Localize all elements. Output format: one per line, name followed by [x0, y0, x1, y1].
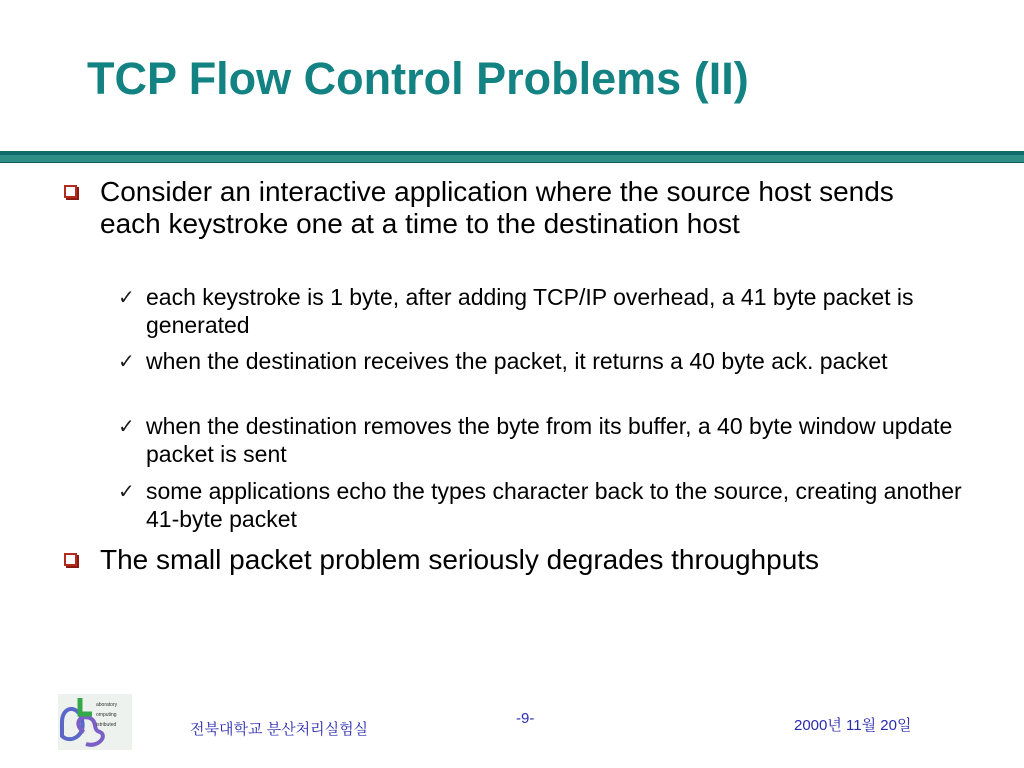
- bullet-1: [100, 176, 960, 240]
- sub-bullet-text: some applications echo the types character back to the source, creating another 41-byte packet: [146, 478, 962, 532]
- footer-page-number: -9-: [516, 710, 535, 727]
- square-bullet-icon: [64, 185, 77, 198]
- sub-bullet-4: [118, 477, 966, 533]
- sub-bullet-3: [118, 412, 966, 468]
- square-bullet-icon: [64, 553, 77, 566]
- checkmark-icon: ✓: [118, 349, 135, 373]
- footer-organization: 전북대학교 분산처리실험실: [190, 721, 369, 738]
- logo-line-2: omputing: [96, 712, 117, 718]
- sub-bullet-text: when the destination removes the byte from its buffer, a 40 byte window update packet is sent: [146, 413, 953, 467]
- checkmark-icon: ✓: [118, 414, 135, 438]
- logo-line-3: istributed: [96, 722, 117, 728]
- sub-bullet-1: [118, 283, 966, 339]
- lab-logo: [56, 692, 134, 752]
- sub-bullet-2: [118, 347, 966, 375]
- sub-bullet-text: when the destination receives the packet, it returns a 40 byte ack. packet: [146, 348, 888, 374]
- footer-date: 2000년 11월 20일: [794, 717, 912, 734]
- checkmark-icon: ✓: [118, 479, 135, 503]
- bullet-text: The small packet problem seriously degrades throughputs: [100, 544, 820, 575]
- checkmark-icon: ✓: [118, 285, 135, 309]
- sub-bullet-text: each keystroke is 1 byte, after adding TCP/IP overhead, a 41 byte packet is generated: [146, 284, 914, 338]
- logo-line-1: aboratory: [96, 702, 118, 708]
- title-divider-bottom: [0, 155, 1024, 163]
- bullet-2: [100, 544, 820, 576]
- bullet-text: Consider an interactive application where the source host sends each keystroke one at a time to the destination host: [100, 176, 894, 239]
- slide-title: TCP Flow Control Problems (II): [87, 53, 749, 104]
